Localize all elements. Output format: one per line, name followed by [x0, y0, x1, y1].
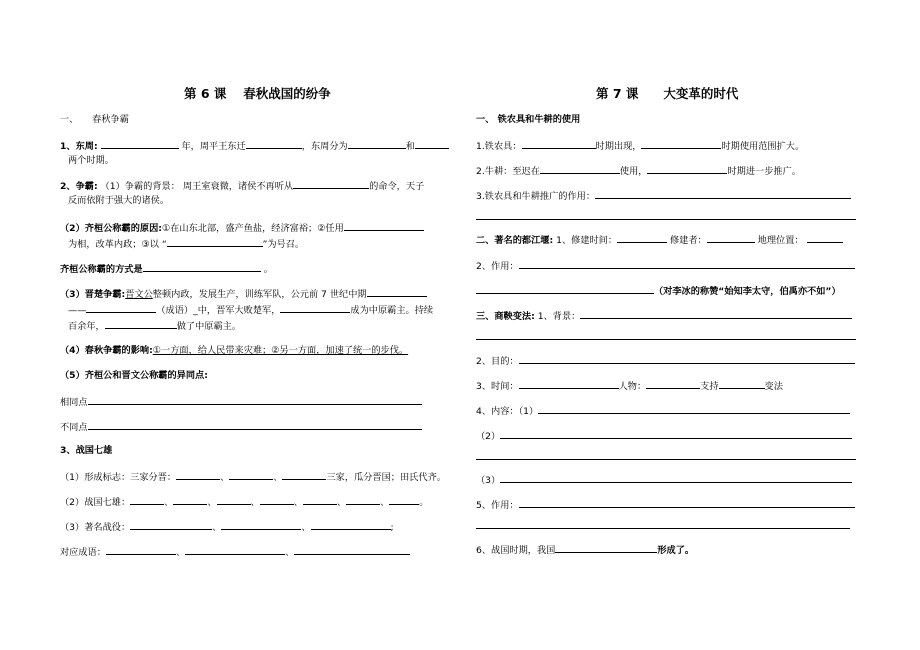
answer-blank[interactable]	[580, 308, 852, 319]
answer-blank[interactable]	[555, 542, 657, 553]
answer-blank[interactable]	[282, 469, 326, 480]
answer-blank[interactable]	[647, 163, 727, 174]
question-hegemony-impact: （4）春秋争霸的影响:①一方面，给人民带来灾难；②另一方面，加速了统一的步伐。	[60, 345, 409, 356]
answer-line[interactable]	[476, 219, 856, 220]
question-shang-yang-background: 三、商鞅变法: 1、背景：	[476, 308, 852, 323]
answer-blank[interactable]	[719, 378, 765, 389]
answer-blank[interactable]	[807, 232, 843, 243]
question-shang-yang-purpose: 2、目的：	[476, 353, 855, 368]
answer-blank[interactable]	[707, 232, 755, 243]
question-dujiangyan: 二、著名的都江堰: 1、修建时间： 修建者： 地理位置：	[476, 232, 843, 247]
question-jin-chu: （3）晋楚争霸:晋文公整顿内政，发展生产，训练军队，公元前 7 世纪中期	[60, 286, 427, 301]
similarities-line: 相同点	[60, 394, 422, 409]
question-iron-effect: 3.铁农具和牛耕推广的作用：	[476, 188, 851, 203]
answer-blank[interactable]	[293, 178, 369, 189]
answer-blank[interactable]	[519, 378, 619, 389]
answer-blank[interactable]	[88, 394, 422, 405]
answer-blank[interactable]	[617, 232, 667, 243]
answer-blank[interactable]	[367, 286, 427, 297]
answer-blank[interactable]	[106, 544, 176, 555]
answer-blank[interactable]	[185, 544, 285, 555]
lesson-7-title: 第 7 课 大变革的时代	[596, 86, 739, 101]
question-eastern-zhou-cont: 两个时期。	[68, 155, 114, 166]
question-ox-plough: 2.牛耕：至迟在 使用， 时期进一步推广。	[476, 163, 801, 178]
answer-blank[interactable]	[519, 353, 855, 364]
answer-line[interactable]	[476, 528, 850, 529]
question-label: 1、东周:	[60, 141, 98, 152]
answer-blank[interactable]	[346, 494, 380, 505]
question-hegemony-background: 2、争霸: （1）争霸的背景： 周王室衰微，诸侯不再听从 的命令，天子	[60, 178, 424, 193]
answer-blank[interactable]	[344, 220, 424, 231]
answer-blank[interactable]	[173, 494, 207, 505]
answer-blank[interactable]	[519, 258, 855, 269]
answer-blank[interactable]	[522, 138, 596, 149]
section-iron-tools-heading: 一、 铁农具和牛耕的使用	[476, 114, 581, 125]
answer-line[interactable]	[476, 459, 856, 460]
answer-blank[interactable]	[500, 428, 852, 439]
question-qi-huan-reasons-cont: 为相，改革内政；③以 “ ”为号召。	[68, 236, 304, 251]
dujiangyan-praise: （对李冰的称赞“始知李太守，伯禹亦不如”）	[476, 283, 841, 298]
answer-blank[interactable]	[303, 494, 337, 505]
answer-blank[interactable]	[311, 519, 391, 530]
answer-blank[interactable]	[229, 469, 273, 480]
section-spring-autumn-heading: 一、 春秋争霸	[60, 114, 129, 125]
answer-blank[interactable]	[389, 494, 419, 505]
answer-blank[interactable]	[540, 163, 620, 174]
question-dujiangyan-effect: 2、作用：	[476, 258, 855, 273]
answer-blank[interactable]	[595, 188, 851, 199]
answer-blank[interactable]	[641, 138, 721, 149]
answer-blank[interactable]	[176, 469, 220, 480]
differences-line: 不同点	[60, 419, 422, 434]
answer-line[interactable]	[476, 339, 856, 340]
content-item-3: （3）	[476, 472, 852, 487]
question-qi-huan-reasons: （2）齐桓公称霸的原因:①在山东北部，盛产鱼盐，经济富裕；②任用	[60, 220, 424, 235]
answer-blank[interactable]	[101, 138, 179, 149]
question-similarities-differences: （5）齐桓公和晋文公称霸的异同点:	[60, 370, 208, 381]
question-shang-yang-effect: 5、作用：	[476, 497, 855, 512]
answer-blank[interactable]	[294, 544, 410, 555]
answer-blank[interactable]	[130, 494, 164, 505]
answer-blank[interactable]	[167, 236, 263, 247]
answer-blank[interactable]	[476, 283, 654, 294]
answer-blank[interactable]	[217, 494, 251, 505]
question-eastern-zhou: 1、东周: 年，周平王东迁 ，东周分为 和	[60, 138, 449, 153]
answer-blank[interactable]	[519, 497, 855, 508]
answer-blank[interactable]	[88, 419, 422, 430]
question-jin-chu-cont: —— （成语）_中，晋军大败楚军， 成为中原霸主。持续	[68, 302, 433, 317]
answer-blank[interactable]	[143, 261, 261, 272]
lesson-6-title: 第 6 课 春秋战国的纷争	[184, 86, 331, 101]
answer-blank[interactable]	[86, 302, 156, 313]
question-hegemony-cont: 反而依附于强大的诸侯。	[68, 195, 170, 206]
answer-blank[interactable]	[221, 519, 301, 530]
question-seven-states: （2）战国七雄： 、 、 、 、 、 、 。	[60, 494, 428, 509]
answer-blank[interactable]	[646, 378, 700, 389]
answer-blank[interactable]	[348, 138, 406, 149]
question-label: 2、争霸:	[60, 181, 98, 192]
question-famous-battles: （3）著名战役： 、 、 ;	[60, 519, 394, 534]
question-warring-states-formation: 6、战国时期，我国 形成了。	[476, 542, 694, 557]
content-item-2: （2）	[476, 428, 852, 443]
answer-blank[interactable]	[130, 519, 212, 530]
answer-blank[interactable]	[280, 302, 350, 313]
question-idioms: 对应成语： 、 、	[60, 544, 410, 559]
answer-blank[interactable]	[415, 138, 449, 149]
question-jin-chu-cont2: 百余年， 做了中原霸主。	[68, 318, 241, 333]
question-iron-tools: 1.铁农具： 时期出现， 时期使用范围扩大。	[476, 138, 804, 153]
question-shang-yang-time: 3、时间： 人物： 支持 变法	[476, 378, 783, 393]
answer-blank[interactable]	[260, 494, 294, 505]
answer-blank[interactable]	[500, 472, 852, 483]
section-seven-warring-states: 3、战国七雄	[60, 445, 113, 456]
question-qi-huan-method: 齐桓公称霸的方式是 。	[60, 261, 273, 276]
question-formation-sign: （1）形成标志：三家分晋： 、 、 三家，瓜分晋国；田氏代齐。	[60, 469, 446, 484]
answer-blank[interactable]	[538, 403, 850, 414]
question-shang-yang-content: 4、内容：（1）	[476, 403, 850, 418]
answer-blank[interactable]	[246, 138, 302, 149]
answer-blank[interactable]	[105, 318, 177, 329]
